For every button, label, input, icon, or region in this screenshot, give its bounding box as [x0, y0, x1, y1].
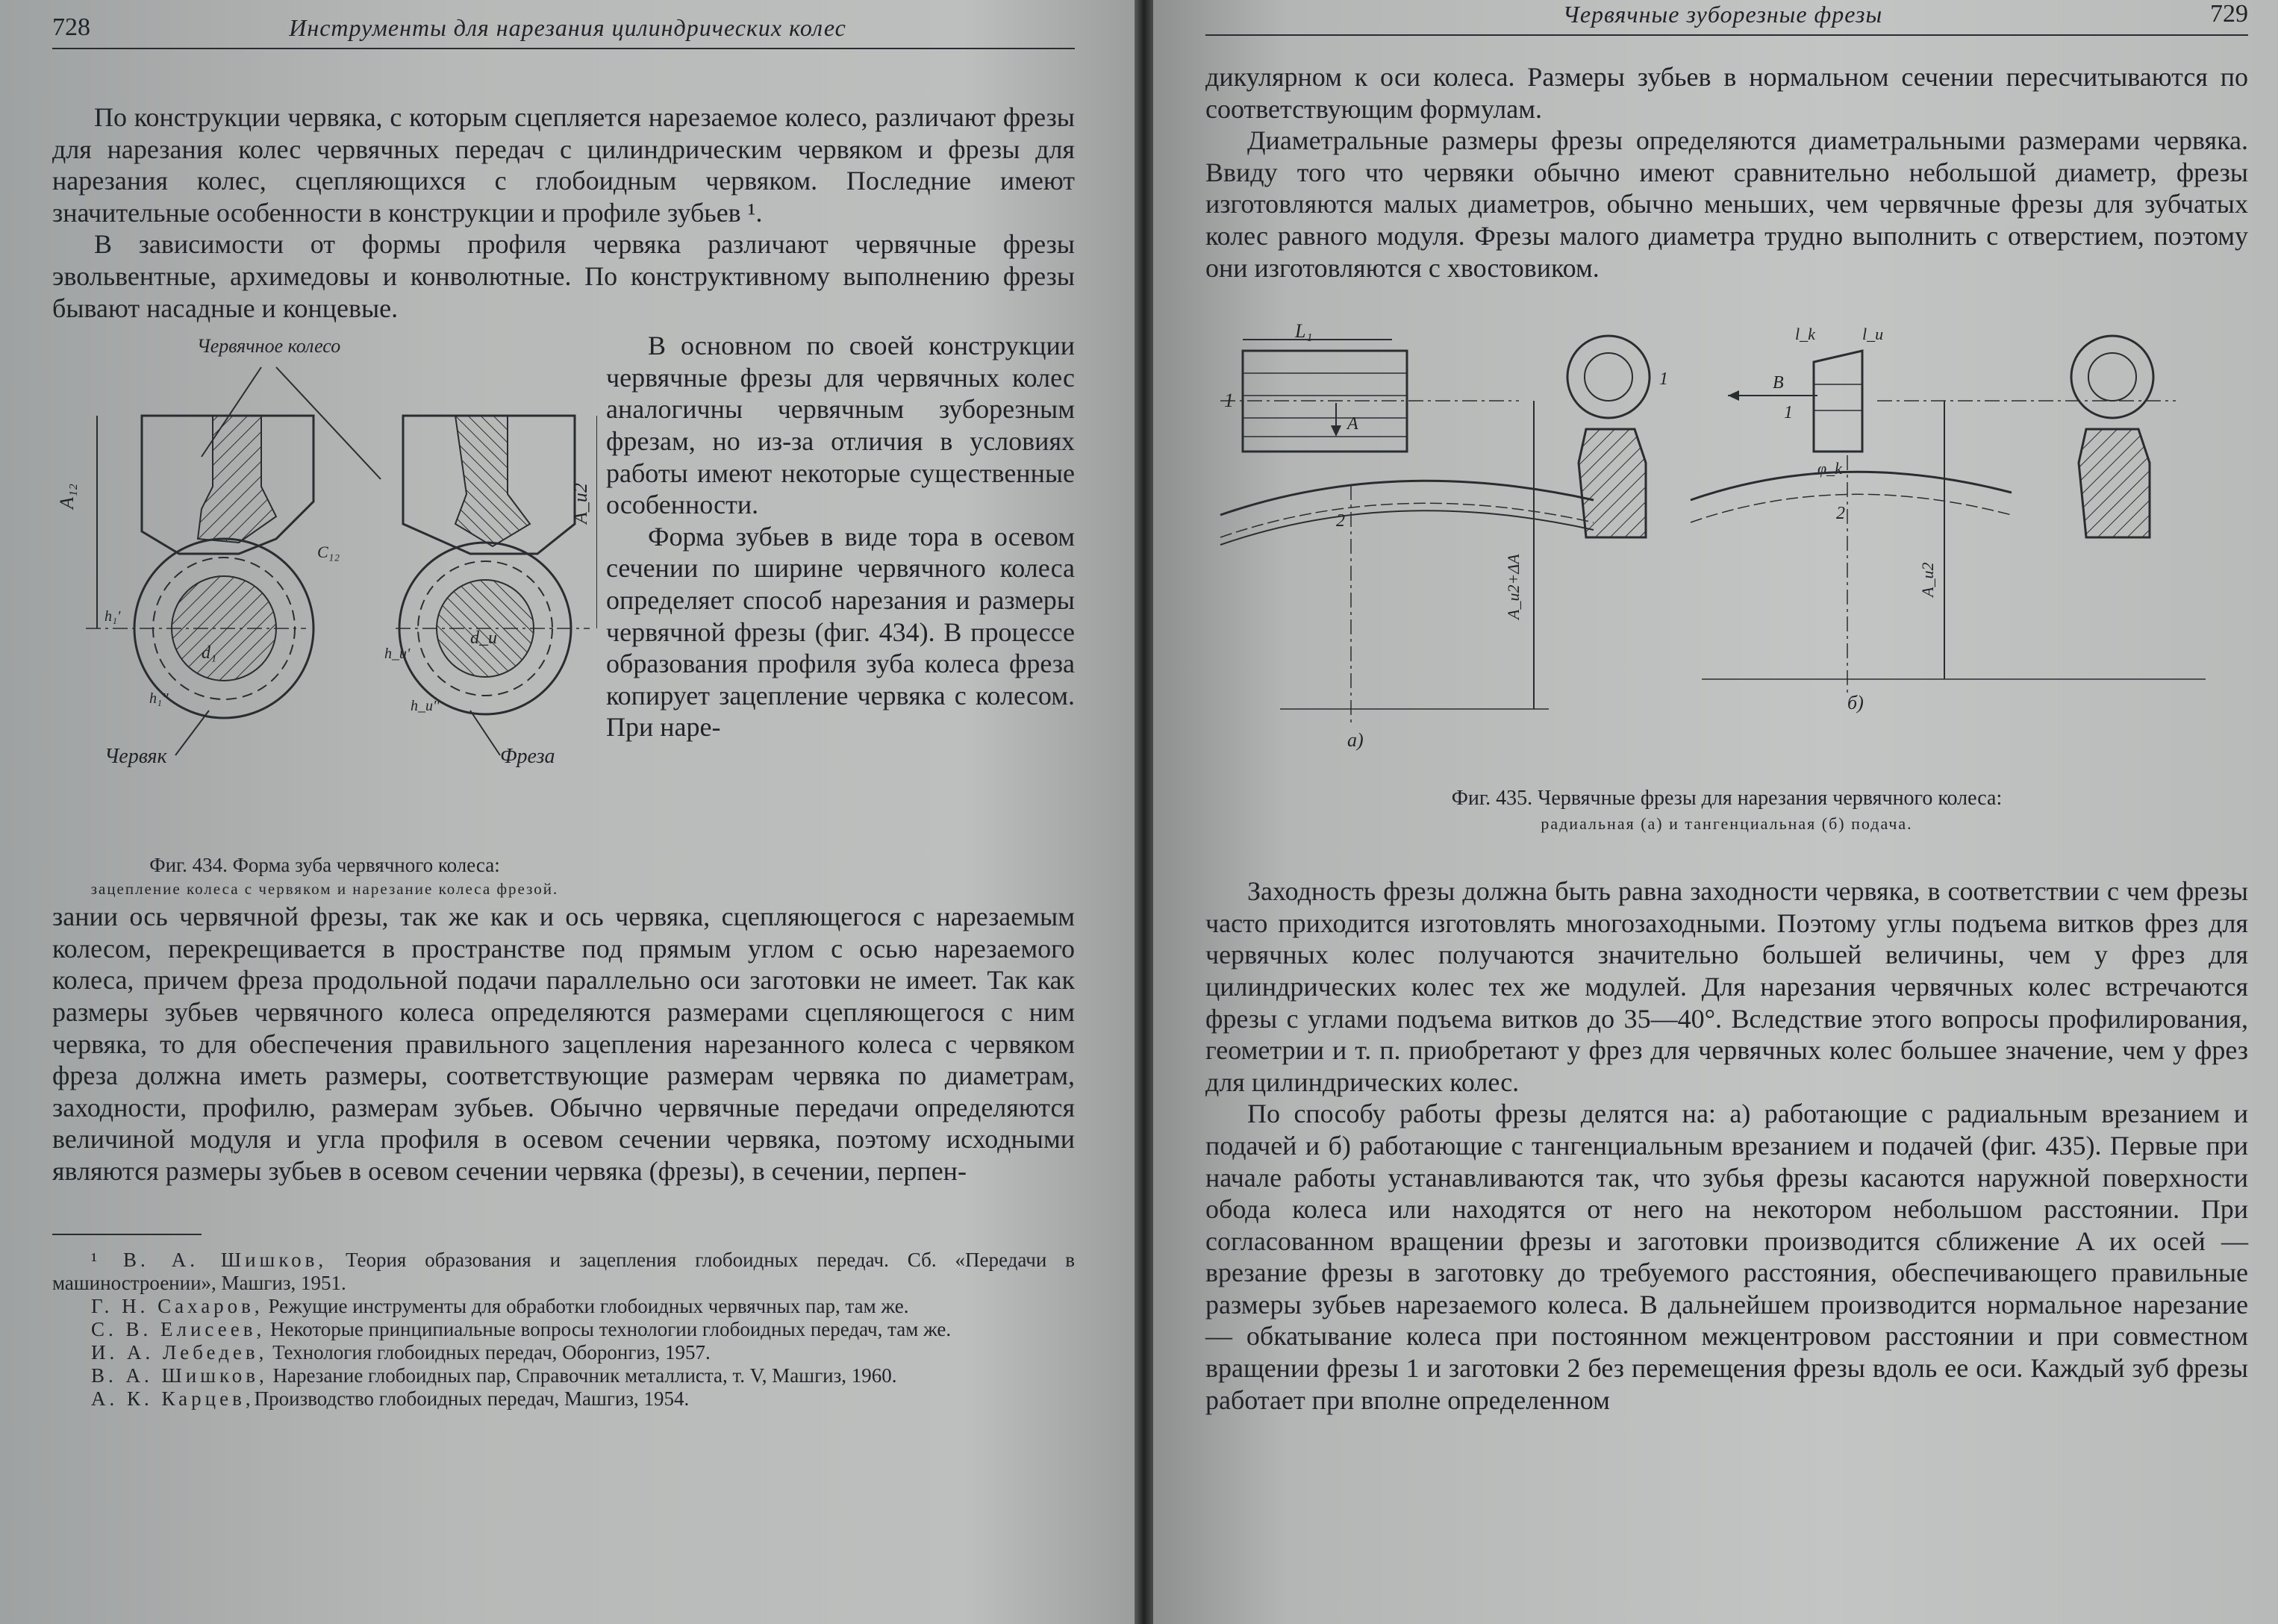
- dim-h2: h₁'': [149, 690, 169, 708]
- book-gutter: [1135, 0, 1153, 1624]
- dim-d1: d₁: [202, 643, 217, 663]
- figure-wrap-zone: [52, 330, 1075, 901]
- footnotes: [52, 1249, 1075, 1411]
- dim-c12: C₁₂: [317, 543, 340, 562]
- left-page: [0, 0, 1135, 1624]
- paragraph: Заходность фрезы должна быть равна заходности червяка, в соответствии с чем фрезы часто приходится изготовлять многозаходными. Поэтому углы подъема витков фрез для червячных колес получаются значительно большей величины, чем у фрез для цилиндрических колес тех же модулей. Для нарезания червячных колес встречаются фрезы с углами подъема витков до 35—40°. Вследствие этого вопросы профилирования, геометрии и т. п. приобретают у фрез для червячных колес большее значение, чем у фрез для цилиндрических колес.: [1205, 876, 2248, 1097]
- label-one-a: 1: [1224, 390, 1234, 412]
- label-worm: Червяк: [104, 745, 167, 769]
- left-running-title: Инструменты для нарезания цилиндрических колес: [289, 14, 846, 41]
- label-one-a2: 1: [1659, 369, 1668, 390]
- subfig-b: б): [1847, 692, 1864, 714]
- label-au2-da: A_u2+ΔA: [1504, 554, 1523, 620]
- paragraph: Диаметральные размеры фрезы определяются диаметральными размерами червяка. Ввиду того что червяки обычно имеют сравнительно небольшой диаметр, фрезы изготовляются малых диаметров, обычно меньших, чем червячные фрезы для зубчатых колес равного модуля. Фрезы малого диаметра трудно выполнить с отверстием, поэтому они изготовляются с хвостовиком.: [1205, 125, 2248, 283]
- dim-hu2: h_u'': [411, 698, 440, 715]
- paragraph: дикулярном к оси колеса. Размеры зубьев в нормальном сечении пересчитываются по соответствующим формулам.: [1205, 62, 2248, 124]
- left-page-number: 728: [52, 13, 90, 41]
- right-page-header: [1205, 0, 2248, 36]
- label-two-b: 2: [1836, 504, 1845, 524]
- caption-text: Фиг. 435. Червячные фрезы для нарезания червячного колеса:: [1451, 787, 2003, 811]
- caption-text: Фиг. 434. Форма зуба червячного колеса:: [149, 854, 500, 877]
- dim-hu1: h_u': [384, 646, 411, 663]
- label-worm-wheel: Червячное колесо: [196, 335, 341, 357]
- label-lk: l_k: [1795, 325, 1815, 344]
- paragraph: В зависимости от формы профиля червяка различают червячные фрезы эвольвентные, архимедовы и конволютные. По конструктивному выполнению фрезы бывают насадные и концевые.: [52, 229, 1075, 323]
- caption-subtext: зацепление колеса с червяком и нарезание колеса фрезой.: [90, 880, 559, 899]
- paragraph: По способу работы фрезы делятся на: а) работающие с радиальным врезанием и подачей и б) работающие с тангенциальным врезанием и подачей (фиг. 435). Первые при начале работы устанавливаются так, что зубья фрезы касаются наружной поверхности обода колеса или находятся от него на некотором небольшом расстоянии. При согласованном вращении фрезы и заготовки производится сближение A их осей — врезание фрезы в заготовку до требуемого расстояния, обеспечивающего правильные размеры зубьев нарезаемого колеса. В дальнейшем производится нормальное нарезание — обкатывание колеса при постоянном межцентровом расстоянии и при совместном вращении фрезы 1 и заготовки 2 без перемещения фрезы вдоль ее оси. Каждый зуб фрезы работает при вполне определенном: [1205, 1099, 2248, 1415]
- figure-435-caption: [1205, 786, 2248, 837]
- footnote: ¹ В. А. Шишков, Теория образования и зацепления глобоидных передач. Сб. «Передачи в машиностроении», Машгиз, 1951.: [52, 1248, 1075, 1294]
- figure-434: [52, 330, 597, 901]
- dim-du: d_u: [470, 628, 497, 649]
- paragraph: В основном по своей конструкции червячные фрезы для червячных колес аналогичны червячным зуборезным фрезам, но из-за отличия в условиях работы имеют некоторые существенные особенности.: [606, 331, 1075, 520]
- paragraph: зании ось червячной фрезы, так же как и ось червяка, сцепляющегося с нарезаемым колесом, перекрещивается в пространстве под прямым углом с осью нарезаемого колеса, причем фреза продольной подачи параллельно оси заготовки не имеет. Так как размеры зубьев червячного колеса определяются размерами сцепляющегося с ним червяка, то для обеспечения правильного зацепления нарезанного колеса с червяком фреза должна иметь размеры, соответствующие размерам червяка по диаметрам, заходности, профилю, размерам зубьев. Обычно червячные передачи определяются величиной модуля и угла профиля в осевом сечении червяка, поэтому исходными являются размеры зубьев в осевом сечении червяка (фрезы), в сечении, перпен-: [52, 902, 1075, 1186]
- label-one-b: 1: [1784, 403, 1793, 423]
- footnote: А. К. Карцев,Производство глобоидных передач, Машгиз, 1954.: [91, 1387, 690, 1410]
- label-two-a: 2: [1336, 511, 1345, 531]
- dim-a12: A₁₂: [56, 484, 78, 510]
- label-a-feed: A: [1347, 414, 1358, 434]
- figure-435: [1205, 306, 2248, 837]
- footnote: С. В. Елисеев, Некоторые принципиальные вопросы технологии глобоидных передач, там же.: [91, 1317, 952, 1340]
- right-text-lower: [1205, 875, 2248, 1416]
- worm-wheel-diagram: [52, 330, 597, 845]
- left-body: [52, 102, 1075, 1411]
- dim-au2: A_u2: [570, 483, 591, 525]
- label-au2: A_u2: [1918, 562, 1937, 598]
- subfig-a: а): [1347, 729, 1364, 752]
- right-page-number: 729: [2209, 0, 2248, 28]
- figure-434-caption: [52, 853, 597, 901]
- right-body: [1205, 61, 2248, 1416]
- label-lu: l_u: [1862, 325, 1884, 344]
- paragraph: Форма зубьев в виде тора в осевом сечении по ширине червячного колеса определяет способ нарезания и размеры червячной фрезы (фиг. 434). В процессе образования профиля зуба колеса фреза копирует зацепление червяка с колесом. При наре-: [606, 521, 1075, 743]
- wrapped-text: [606, 330, 1075, 901]
- footnote: И. А. Лебедев, Технология глобоидных передач, Оборонгиз, 1957.: [91, 1340, 711, 1364]
- left-page-header: [52, 13, 1075, 49]
- hob-feed-diagram: [1205, 306, 2243, 776]
- label-phik: φ_k: [1817, 459, 1842, 478]
- label-b-arrow: B: [1773, 373, 1784, 393]
- label-l1: L₁: [1295, 320, 1313, 343]
- footnote: В. А. Шишков, Нарезание глобоидных пар, Справочник металлиста, т. V, Машгиз, 1960.: [91, 1364, 897, 1387]
- right-page: [1153, 0, 2278, 1624]
- paragraph: По конструкции червяка, с которым сцепляется нарезаемое колесо, различают фрезы для нарезания колес червячных передач с цилиндрическим червяком и фрезы для нарезания колес, сцепляющихся с глобоидным червяком. Последние имеют значительные особенности в конструкции и профиле зубьев ¹.: [52, 102, 1075, 228]
- caption-subtext: радиальная (а) и тангенциальная (б) подача.: [1541, 814, 1913, 834]
- footnote-rule: [52, 1234, 202, 1235]
- right-running-title: Червячные зуборезные фрезы: [1562, 1, 1883, 28]
- dim-h1: h₁': [104, 608, 121, 625]
- label-cutter: Фреза: [500, 745, 555, 769]
- footnote: Г. Н. Сахаров, Режущие инструменты для обработки глобоидных червячных пар, там же.: [91, 1294, 909, 1317]
